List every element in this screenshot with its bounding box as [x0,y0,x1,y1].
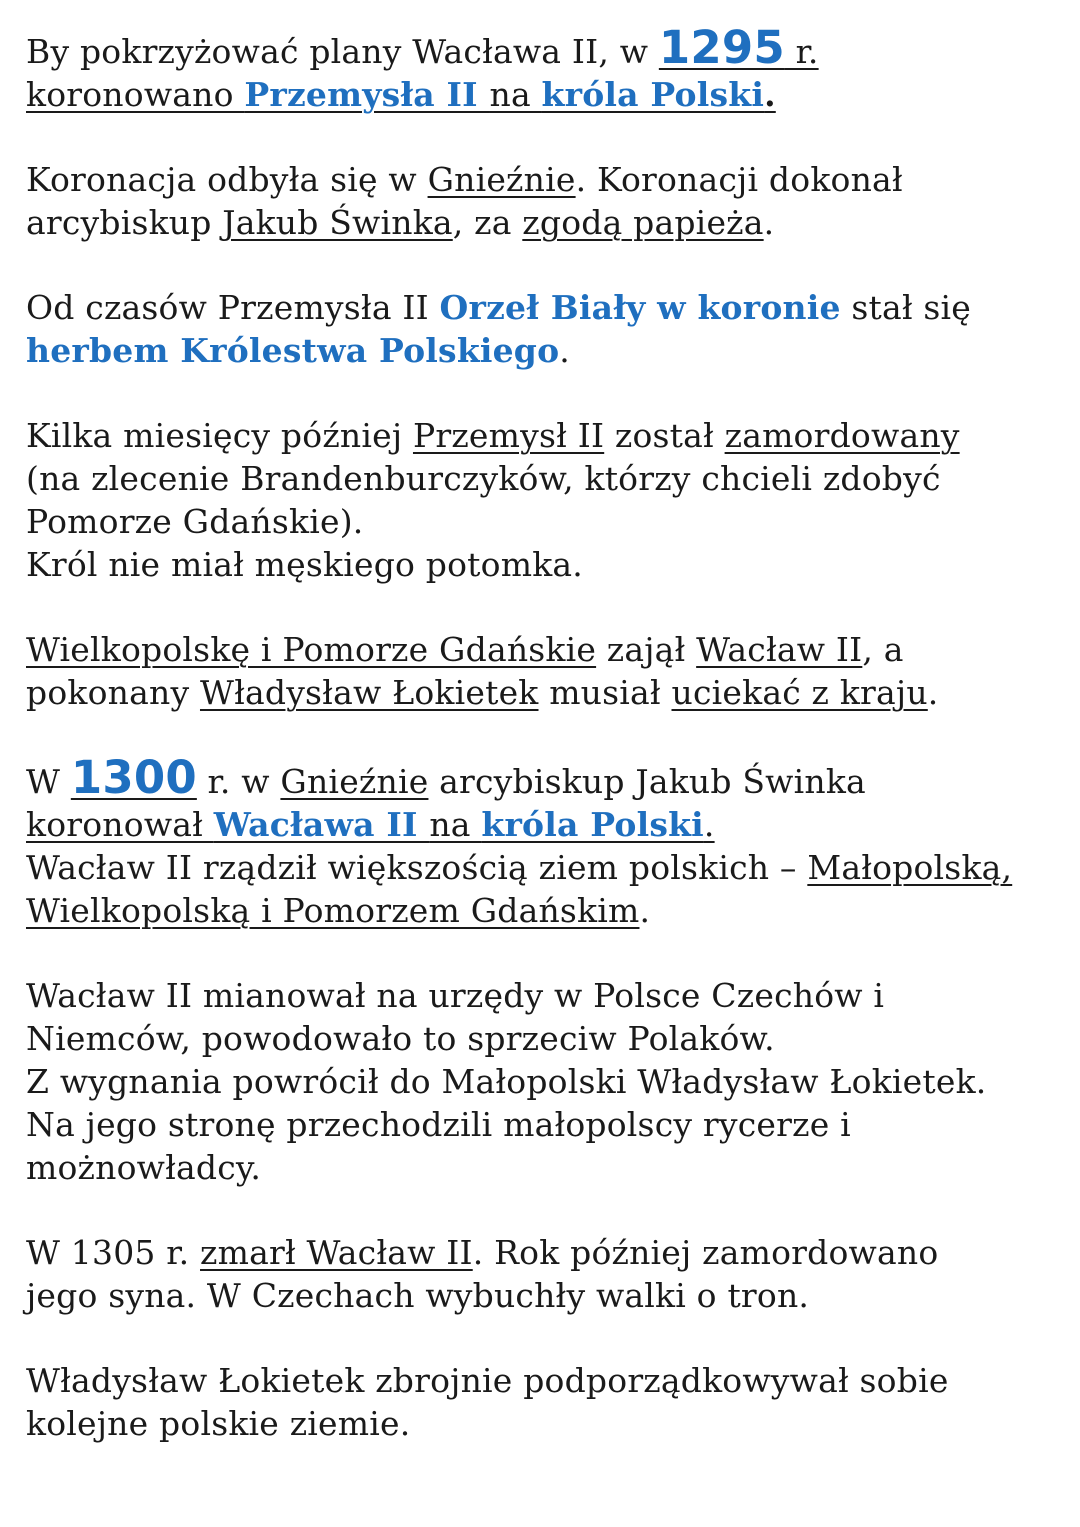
underlined-gniezno: Gnieźnie [280,762,429,801]
text: . [927,673,939,712]
highlight-krola-polski: króla Polski [481,805,704,844]
text: arcybiskup [26,203,223,242]
text: . [764,75,776,114]
text-line [26,158,1066,201]
text-line [26,1231,1066,1274]
underlined-waclaw: Wacław II [696,630,863,669]
text-line [26,846,1066,889]
highlight-orzel-bialy: Orzeł Biały w koronie [439,288,841,327]
underlined-uciekac: uciekać z kraju [671,673,928,712]
year-1295: 1295 [658,21,785,74]
text: . Rok później zamordowano [472,1233,939,1272]
text-line: kolejne polskie ziemie. [26,1404,411,1443]
text: został [604,416,725,455]
text: Kilka miesięcy później [26,416,413,455]
text: arcybiskup Jakub Świnka [428,762,866,801]
paragraph-opposition [26,974,1066,1189]
text-line: Wacław II mianował na urzędy w Polsce Czechów i [26,976,885,1015]
text-line [26,628,1066,671]
text-line [26,73,1066,116]
text: . [763,203,775,242]
paragraph-waclaw-takeover [26,628,1066,714]
underlined-jakub-swinka: Jakub Świnka [222,203,453,242]
text: . [639,891,651,930]
underlined-zgoda-papieza: zgodą papieża [522,203,764,242]
text: , za [452,203,523,242]
text: stał się [840,288,972,327]
underlined-text [26,805,715,844]
text-line [26,671,1066,714]
text-line [26,889,1066,932]
text: Wacław II rządził większością ziem polskich – [26,848,808,887]
paragraph-coronation-1295 [26,21,1066,116]
paragraph-coronation-1300 [26,751,1066,932]
year-1300: 1300 [70,751,197,804]
year-1295-underlined [658,21,819,74]
text-line: Pomorze Gdańskie). [26,502,364,541]
text: r. [784,32,819,71]
text: Koronacja odbyła się w [26,160,428,199]
paragraph-lokietek-conquest [26,1359,1066,1445]
text-line: jego syna. W Czechach wybuchły walki o tron. [26,1276,810,1315]
text-line [26,21,1066,74]
text-line [26,803,1066,846]
text-line: Na jego stronę przechodzili małopolscy rycerze i [26,1105,851,1144]
text-line: Władysław Łokietek zbrojnie podporządkowywał sobie [26,1361,949,1400]
text-line [26,286,1066,329]
highlight-herb: herbem Królestwa Polskiego [26,331,560,370]
text-line [26,414,1066,457]
paragraph-coat-of-arms [26,286,1066,372]
underlined-przemysl: Przemysł II [412,416,605,455]
text-line [26,329,1066,372]
year-1300-underlined [70,751,197,804]
text: r. w [196,762,281,801]
text: koronowano [26,75,245,114]
text: W [26,762,71,801]
underlined-text [26,75,776,114]
text: Od czasów Przemysła II [26,288,440,327]
underlined-zamordowany: zamordowany [724,416,960,455]
underlined-gniezno: Gnieźnie [427,160,576,199]
text: na [429,805,482,844]
underlined-wielkopolske: Wielkopolskę i Pomorze Gdańskie [26,630,597,669]
text: , a [862,630,904,669]
paragraph-murder [26,414,1066,586]
text-line: możnowładcy. [26,1148,262,1187]
text: . [703,805,715,844]
text-line [26,201,1066,244]
text: koronował [26,805,214,844]
text-line: Z wygnania powrócił do Małopolski Władysław Łokietek. [26,1062,987,1101]
underlined-malopolska: Małopolską, [807,848,1013,887]
highlight-krola-polski: króla Polski [541,75,765,114]
text: zajął [596,630,697,669]
text: . Koronacji dokonał [575,160,903,199]
underlined-lokietek: Władysław Łokietek [199,673,539,712]
paragraph-coronation-place [26,158,1066,244]
text: . [559,331,570,370]
underlined-zmarl: zmarł Wacław II [200,1233,473,1272]
text-line: Król nie miał męskiego potomka. [26,545,583,584]
text-line: Niemców, powodowało to sprzeciw Polaków. [26,1019,775,1058]
text: pokonany [26,673,200,712]
highlight-przemysl: Przemysła II [244,75,490,114]
text: By pokrzyżować plany Wacława II, w [26,32,659,71]
text: W 1305 r. [26,1233,201,1272]
highlight-waclawa: Wacława II [213,805,430,844]
text-line [26,751,1066,804]
text: musiał [538,673,672,712]
underlined-wielkopolska: Wielkopolską i Pomorzem Gdańskim [26,891,640,930]
text: na [489,75,542,114]
document-page [26,21,1066,1487]
text-line: (na zlecenie Brandenburczyków, którzy chcieli zdobyć [26,459,941,498]
paragraph-death-1305 [26,1231,1066,1317]
